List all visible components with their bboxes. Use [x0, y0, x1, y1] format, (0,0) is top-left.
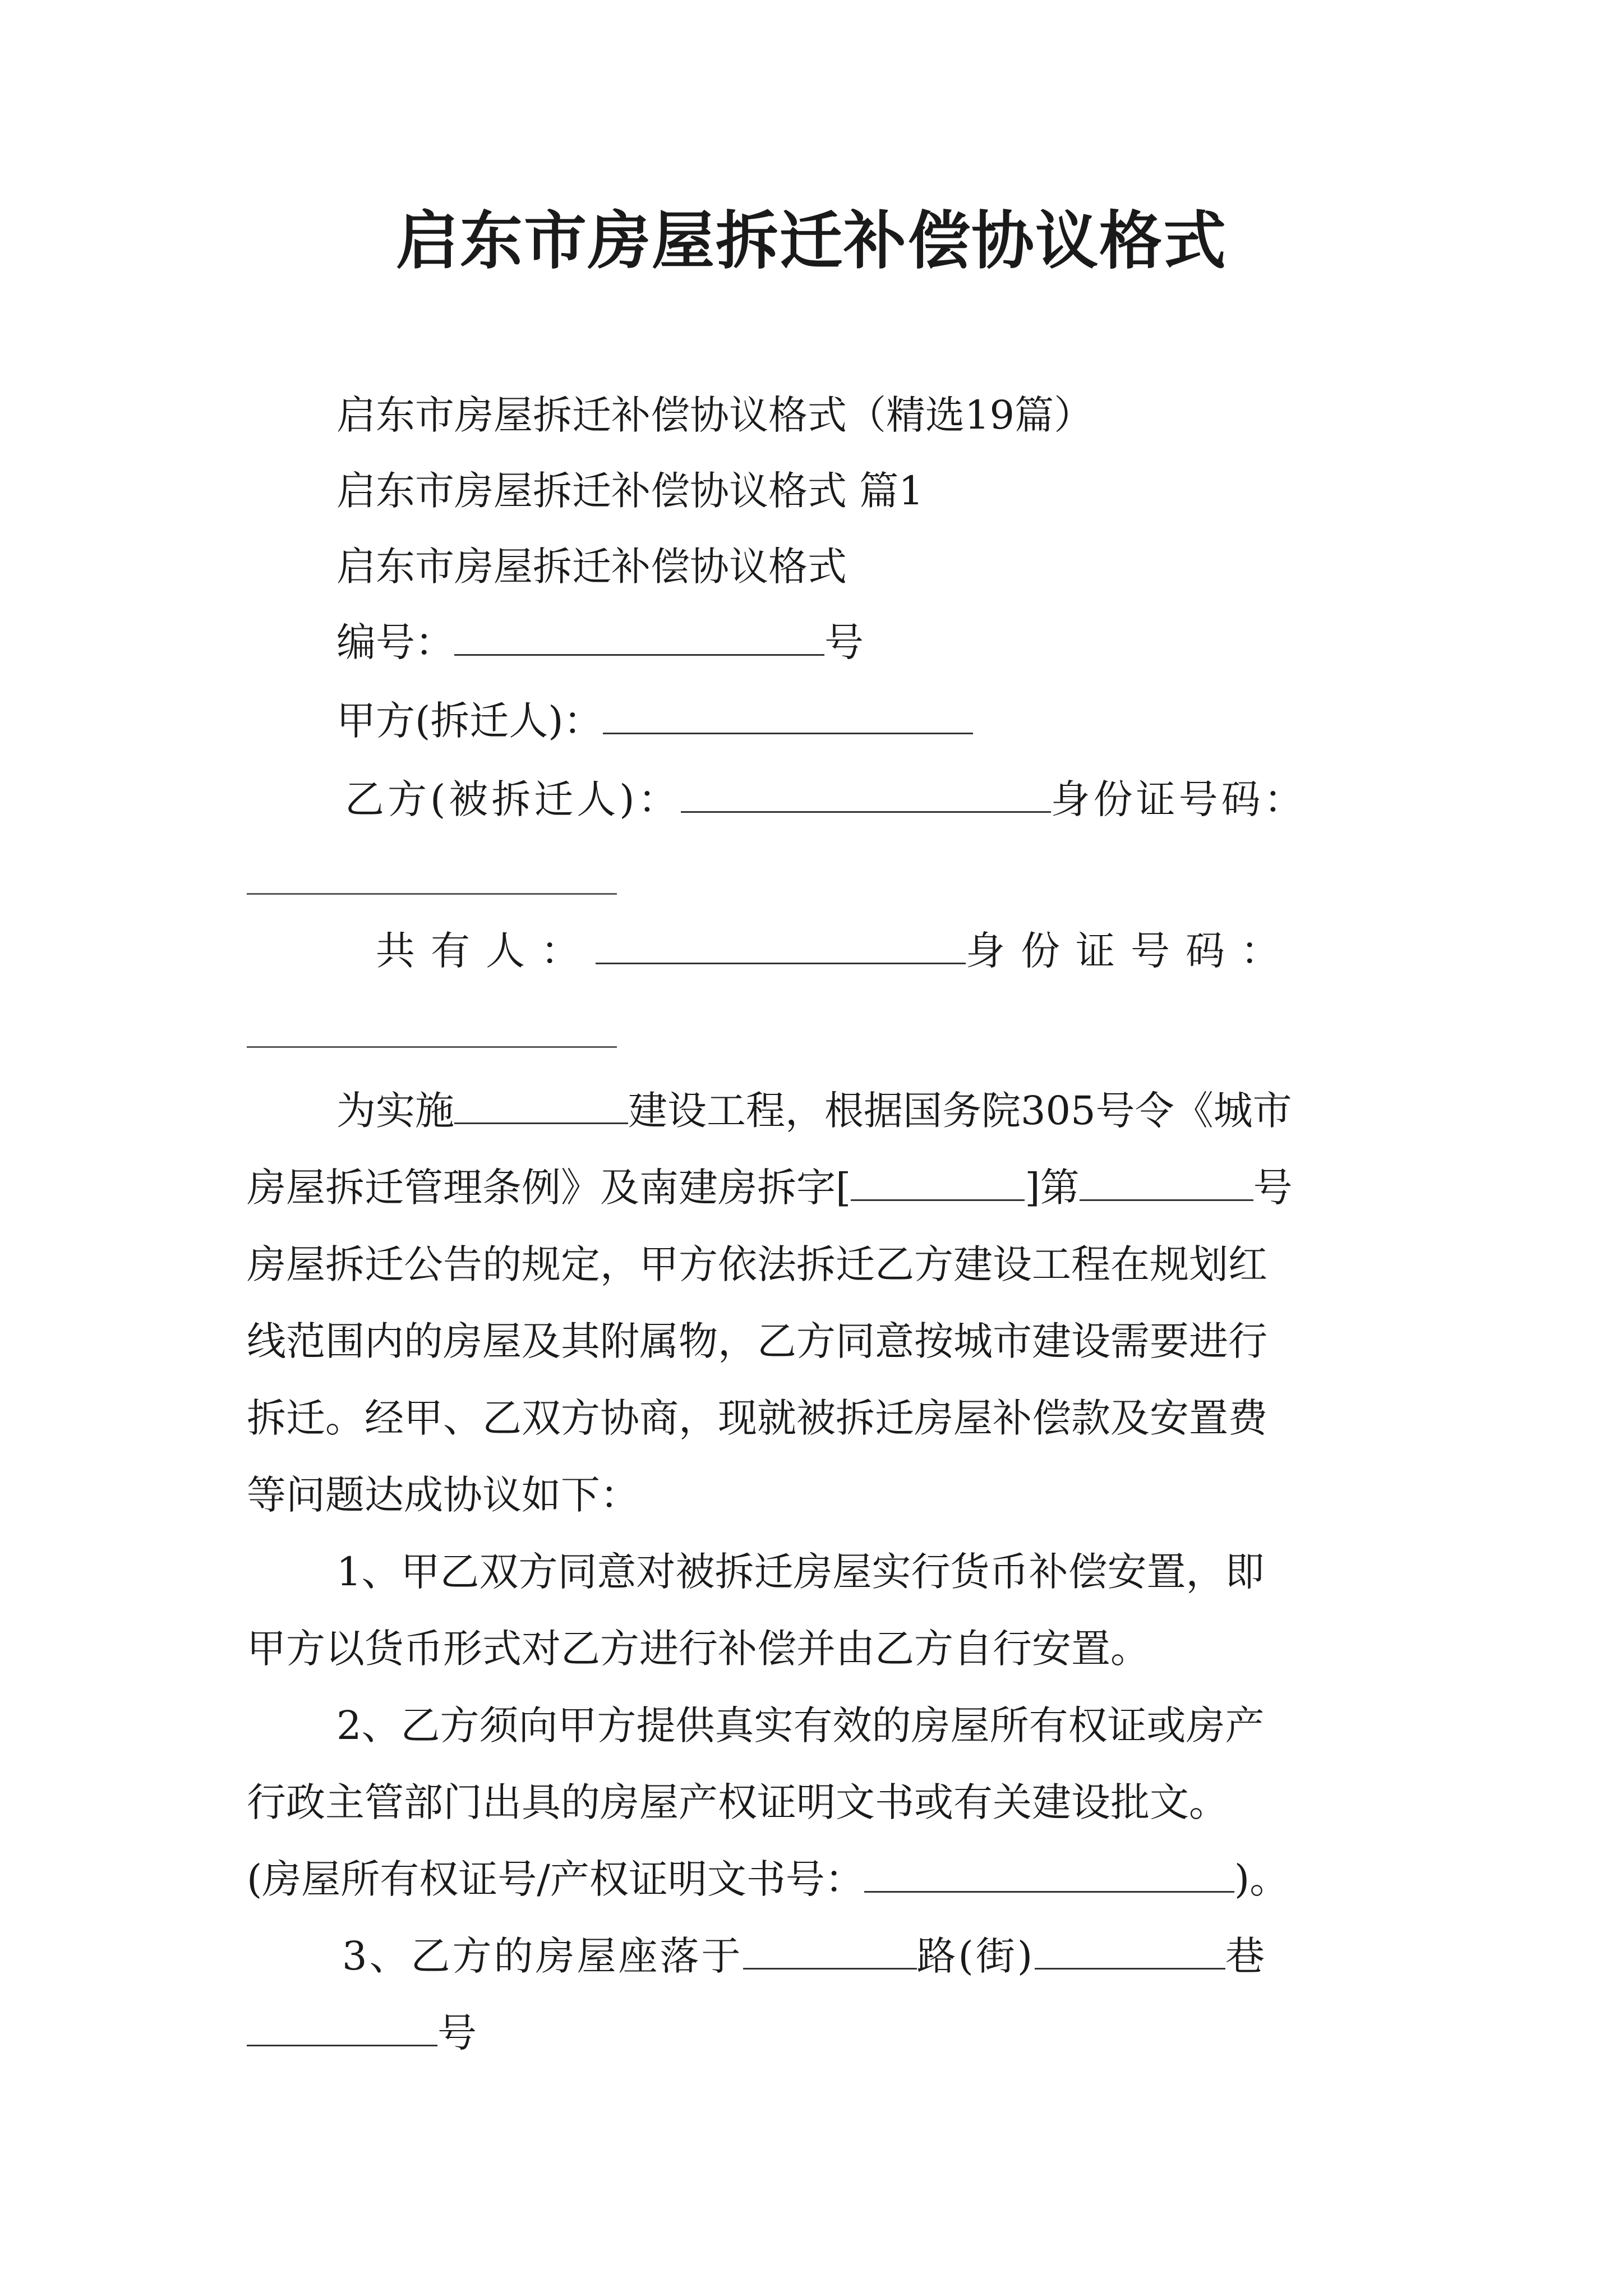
item3-line-2 — [247, 2005, 477, 2061]
party-a-label: 甲方(拆迁人)： — [336, 698, 603, 744]
item2-line-3 — [247, 1851, 1289, 1907]
party-b-id-label: 身份证号码： — [1050, 776, 1307, 822]
document-title: 启东市房屋拆迁补偿协议格式 — [396, 204, 1227, 278]
item3-text: 号 — [437, 2010, 477, 2056]
chapter-line: 启东市房屋拆迁补偿协议格式 篇1 — [336, 468, 924, 514]
party-b-label: 乙方(被拆迁人)： — [345, 776, 681, 822]
intro-line-1 — [336, 1083, 1292, 1139]
co-owner-label: 共有人： — [376, 928, 596, 974]
item3-text: 巷 — [1225, 1933, 1267, 1979]
item2-line-2: 行政主管部门出具的房屋产权证明文书或有关建设批文。 — [247, 1779, 1228, 1825]
permit-year-blank[interactable] — [851, 1162, 1025, 1202]
co-owner-blank[interactable] — [596, 926, 966, 965]
heading-line: 启东市房屋拆迁补偿协议格式 — [336, 544, 847, 590]
intro-line-6: 等问题达成协议如下： — [247, 1472, 639, 1518]
item3-text: 路(街) — [916, 1933, 1035, 1979]
intro-text: 房屋拆迁管理条例》及南建房拆字[ — [247, 1165, 851, 1211]
item3-text: 3、乙方的房屋座落于 — [342, 1933, 743, 1979]
party-b-id-blank[interactable] — [247, 893, 617, 895]
intro-text: ]第 — [1025, 1165, 1080, 1211]
intro-line-2 — [247, 1159, 1293, 1216]
item2-line-1: 2、乙方须向甲方提供真实有效的房屋所有权证或房产 — [336, 1703, 1265, 1749]
serial-line — [336, 614, 864, 670]
party-a-blank[interactable] — [603, 696, 973, 735]
item2-text: )。 — [1234, 1856, 1289, 1902]
co-owner-id-label: 身份证号码： — [966, 928, 1295, 974]
party-b-line — [345, 771, 1307, 827]
lane-blank[interactable] — [1035, 1931, 1225, 1970]
intro-text: 建设工程，根据国务院305号令《城市 — [628, 1088, 1292, 1134]
party-a-line — [336, 693, 973, 749]
serial-label: 编号： — [336, 619, 454, 665]
intro-line-5: 拆迁。经甲、乙双方协商，现就被拆迁房屋补偿款及安置费 — [247, 1395, 1267, 1441]
house-number-blank[interactable] — [247, 2008, 437, 2047]
permit-number-blank[interactable] — [1080, 1162, 1253, 1202]
serial-suffix: 号 — [824, 619, 864, 665]
subtitle-line: 启东市房屋拆迁补偿协议格式（精选19篇） — [336, 392, 1094, 438]
item2-text: (房屋所有权证号/产权证明文书号： — [247, 1856, 864, 1902]
road-blank[interactable] — [743, 1931, 917, 1970]
co-owner-line — [376, 923, 1295, 979]
intro-line-3: 房屋拆迁公告的规定，甲方依法拆迁乙方建设工程在规划红 — [247, 1241, 1267, 1287]
intro-text: 号 — [1253, 1165, 1293, 1211]
intro-line-4: 线范围内的房屋及其附属物，乙方同意按城市建设需要进行 — [247, 1318, 1267, 1364]
serial-blank[interactable] — [454, 617, 824, 656]
co-owner-id-blank[interactable] — [247, 1046, 617, 1048]
project-name-blank[interactable] — [454, 1085, 628, 1125]
item1-line-2: 甲方以货币形式对乙方进行补偿并由乙方自行安置。 — [247, 1626, 1150, 1672]
certificate-number-blank[interactable] — [864, 1854, 1234, 1893]
item3-line-1 — [342, 1928, 1267, 1984]
item1-line-1: 1、甲乙双方同意对被拆迁房屋实行货币补偿安置，即 — [336, 1549, 1265, 1595]
intro-text: 为实施 — [336, 1088, 454, 1134]
party-b-blank[interactable] — [681, 774, 1051, 813]
